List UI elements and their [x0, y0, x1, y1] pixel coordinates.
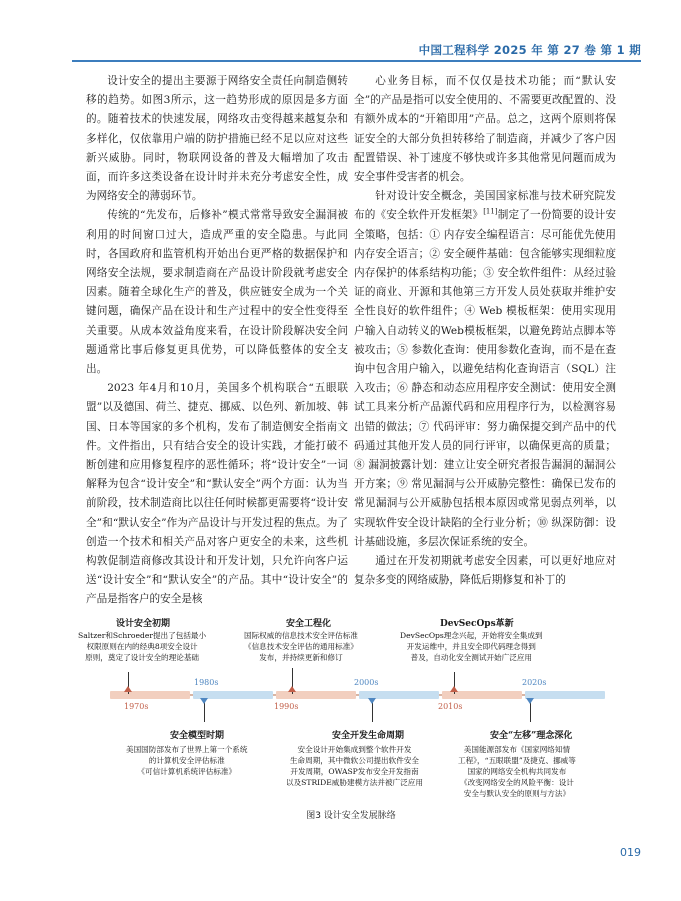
decade-segment — [110, 691, 190, 699]
paragraph: 通过在开发初期就考虑安全因素，可以更好地应对复杂多变的网络威胁，降低后期修复和补丁的 — [354, 555, 616, 587]
event-desc: 国际权威的信息技术安全评估标准 《信息技术安全评估的通用标准》 发布，并持续更新和修订 — [244, 631, 358, 662]
decade-label: 1970s — [124, 702, 149, 711]
timeline-marker — [526, 698, 534, 704]
decade-label: 1980s — [194, 678, 219, 687]
paragraph: 设计安全的提出主要源于网络安全责任向制造侧转移的趋势。如图3所示，这一趋势形成的原因是多方面的。随着技术的快速发展，网络攻击变得越来越复杂和多样化，仅依靠用户端的防护措施已经不足以应对这些新兴威胁。同时，物联网设备的普及大幅增加了攻击面，而许多这类设备在设计时并未充分考虑安全性，成为网络安全的薄弱环节。 — [86, 75, 348, 203]
event-desc: 美国国防部发布了世界上第一个系统 的计算机安全评估标准 《可信计算机系统评估标准》 — [126, 745, 248, 776]
decade-segment — [525, 691, 605, 699]
event-title: 安全模型时期 — [170, 731, 225, 741]
page-number: 019 — [620, 846, 641, 859]
decade-label: 2020s — [522, 678, 547, 687]
header-rule — [72, 60, 641, 62]
event-title: 安全“左移”理念深化 — [490, 731, 573, 741]
paragraph: 心业务目标，而不仅仅是技术功能；而“默认安全”的产品是指可以安全使用的、不需要更改配置的、没有额外成本的“开箱即用”产品。总之，这两个原则将保证安全的大部分负担转移给了制造商，并减少了客户因配置错误、补丁速度不够快或许多其他常见问题而成为安全事件受害者的机会。 — [354, 75, 616, 184]
paragraph-text: 针对设计安全概念，美国国家标准与技术研究院发布的《安全软件开发框架》 — [354, 190, 616, 222]
decade-label: 1990s — [274, 702, 299, 711]
paragraph — [354, 187, 616, 552]
event-desc: 安全设计开始集成到整个软件开发 生命周期，其中微软公司提出软件安全 开发周期，OWASP发布安全开发指南 以及STRIDE威胁建模方法并被广泛应用 — [286, 745, 423, 787]
event-title: DevSecOps革新 — [440, 619, 514, 629]
timeline-marker — [450, 686, 458, 692]
event-title: 安全工程化 — [286, 619, 332, 629]
decade-segment — [276, 691, 356, 699]
paragraph-text: 制定了一份简要的设计安全策略，包括：① 内存安全编程语言：尽可能优先使用内存安全语言；② 安全硬件基础：包含能够实现细粒度内存保护的体系结构功能；③ 安全软件组件：从经过验证的商业、开源和其他第三方开发人员处获取并维护安全性良好的软件组件；④ Web 模板框架：使用实现用户输入自动转义的Web模板框架，以避免跨站点脚本等被攻击；⑤ 参数化查询：使用参数化查询，而不是在查询中包含用户输入，以避免结构化查询语言（SQL）注入攻击；⑥ 静态和动态应用程序安全测试：使用安全测试工具来分析产品源代码和应用程序行为，以检测容易出错的做法；⑦ 代码评审：努力确保提交到产品中的代码通过其他开发人员的同行评审，以确保更高的质量；⑧ 漏洞披露计划：建立让安全研究者报告漏洞的漏洞公开方案；⑨ 常见漏洞与公开威胁完整性：确保已发布的常见漏洞与公开威胁包括根本原因或常见弱点列举，以实现软件安全设计缺陷的全行业分析；⑩ 纵深防御：设计基础设施，多层次保证系统的安全。 — [354, 209, 617, 548]
decade-label: 2010s — [438, 702, 463, 711]
timeline-marker — [200, 698, 208, 704]
timeline-marker — [288, 686, 296, 692]
timeline-figure — [78, 612, 616, 832]
left-column — [86, 72, 348, 610]
event-title: 安全开发生命周期 — [332, 731, 405, 741]
timeline-marker — [368, 698, 376, 704]
journal-header: 中国工程科学 2025 年 第 27 卷 第 1 期 — [418, 43, 641, 57]
figure-caption: 图3 设计安全发展脉络 — [306, 811, 396, 821]
event-desc: 美国能源部发布《国家网络知情 工程》，“五眼联盟”及捷克、挪威等 国家的网络安全机构共同发布 《改变网络安全的风险平衡：设计 安全与默认安全的原则与方法》 — [458, 745, 576, 798]
event-title: 设计安全初期 — [116, 619, 171, 629]
paragraph: 2023 年4月和10月，美国多个机构联合“五眼联盟”以及德国、荷兰、捷克、挪威、以色列、新加坡、韩国、日本等国家的多个机构，发布了制造侧安全指南文件。文件指出，只有结合安全的设计实践，才能打破不断创建和应用修复程序的恶性循环；将“设计安全”一词解释为包含“设计安全”和“默认安全”两个方面：认为当前阶段，技术制造商比以往任何时候都更需要将“设计安全”和“默认安全”作为产品设计与开发过程的焦点。为了创造一个技术和相关产品对客户更安全的未来，这些机构敦促制造商修改其设计和开发计划，只允许向客户运送“设计安全”和“默认安全”的产品。其中“设计安全”的产品是指客户的安全是核 — [86, 382, 348, 606]
right-column — [354, 72, 616, 590]
paragraph: 传统的“先发布，后修补”模式常常导致安全漏洞被利用的时间窗口过大，造成严重的安全隐患。与此同时，各国政府和监管机构开始出台更严格的数据保护和网络安全法规，要求制造商在产品设计阶段就考虑安全因素。随着全球化生产的普及，供应链安全成为一个关键问题，确保产品在设计和生产过程中的安全性变得至关重要。从成本效益角度来看，在设计阶段解决安全问题通常比事后修复更具优势，可以降低整体的安全支出。 — [86, 209, 348, 376]
event-desc: DevSecOps理念兴起，开始将安全集成到 开发运维中，并且安全即代码理念得到 普及，自动化安全测试开始广泛应用 — [400, 631, 543, 662]
citation-ref[interactable]: [11] — [483, 207, 498, 216]
decade-label: 2000s — [354, 678, 379, 687]
timeline-marker — [124, 686, 132, 692]
event-desc: Saltzer和Schroeder提出了包括最小 权限原则在内的经典8项安全设计 原则，奠定了设计安全的理论基础 — [78, 631, 207, 662]
